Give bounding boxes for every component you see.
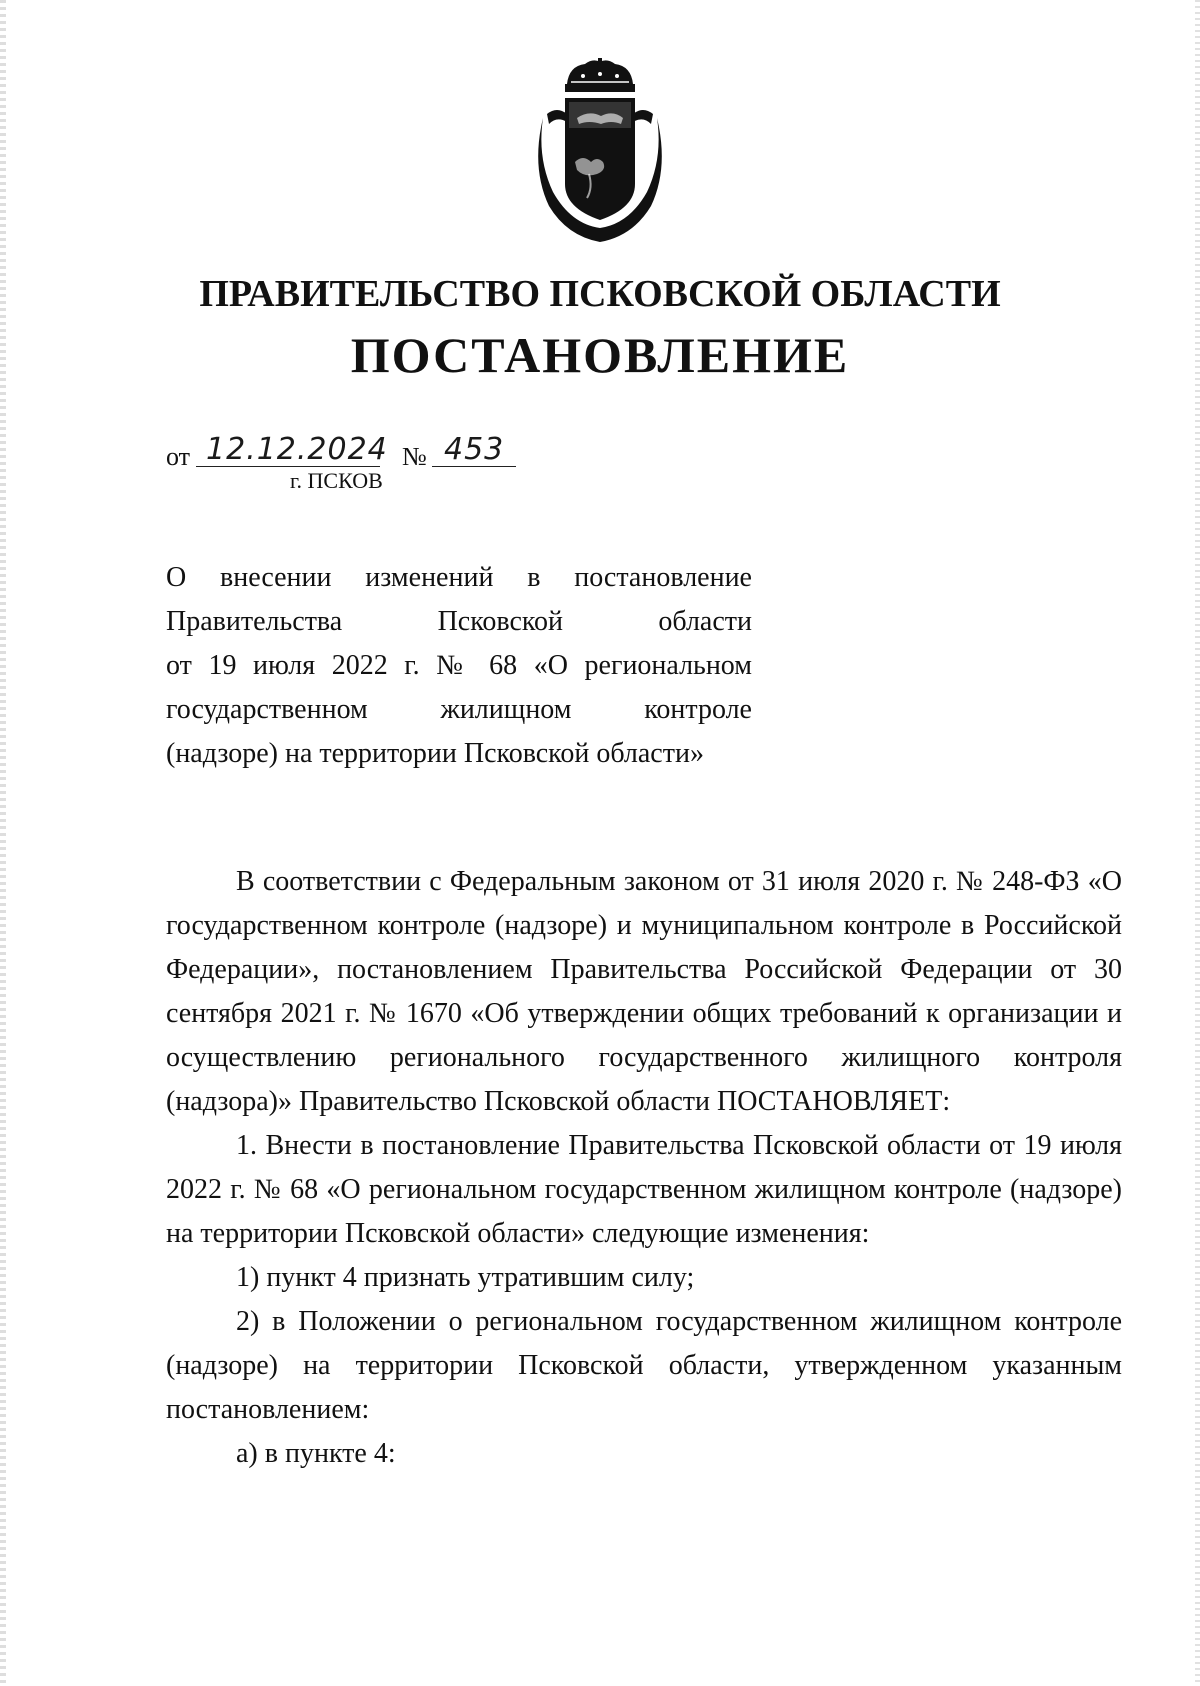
document-type-title: ПОСТАНОВЛЕНИЕ [350,327,850,383]
number-prefix: № [402,442,427,471]
body-paragraph: 2) в Положении о региональном государственном жилищном контроле (надзоре) на территории Псковской области, утвержденном указанным постановлением: [166,1306,1122,1425]
subject-line: (надзоре) на территории Псковской области» [166,738,704,769]
document-body [166,860,1122,1476]
date-prefix: от [166,442,191,471]
subject-line: от 19 июля 2022 г. № 68 «О региональном [166,650,752,681]
organization-title: ПРАВИТЕЛЬСТВО ПСКОВСКОЙ ОБЛАСТИ [199,273,1001,315]
body-paragraph: а) в пункте 4: [236,1438,396,1469]
scan-edge-right [1195,0,1200,1686]
body-paragraph: 1) пункт 4 признать утратившим силу; [236,1262,695,1293]
pskov-coat-of-arms-icon [527,58,673,244]
subject-line: государственном жилищном контроле [166,694,752,725]
subject-line: О внесении изменений в постановление [166,562,752,593]
body-paragraph: 1. Внести в постановление Правительства Псковской области от 19 июля 2022 г. № 68 «О региональном государственном жилищном контроле (надзоре) на территории Псковской области» следующие изменения: [166,1130,1122,1249]
document-city: г. ПСКОВ [290,468,383,493]
scan-edge-left [0,0,6,1686]
document-number: 453 [444,432,505,467]
document-subject [166,556,752,776]
body-paragraph: В соответствии с Федеральным законом от 31 июля 2020 г. № 248-ФЗ «О государственном контроле (надзоре) и муниципальном контроле в Российской Федерации», постановлением Правительства Российской Федерации от 30 сентября 2021 г. № 1670 «Об утверждении общих требований к организации и осуществлению регионального государственного жилищного контроля (надзора)» Правительство Псковской области ПОСТАНОВЛЯЕТ: [166,866,1122,1117]
document-date: 12.12.2024 [206,432,388,467]
subject-line: Правительства Псковской области [166,606,752,637]
